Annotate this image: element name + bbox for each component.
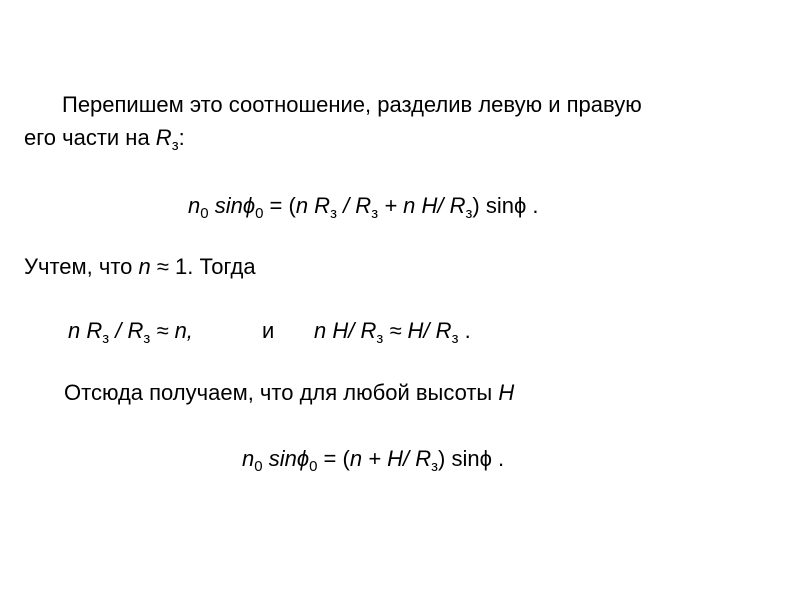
eq1-sub-z2: з — [371, 205, 379, 222]
eq2-sub0: 0 — [254, 458, 263, 475]
eq1-sub-z3: з — [465, 205, 473, 222]
equation-2 — [242, 446, 505, 475]
approx-sub1: з — [102, 330, 110, 347]
paragraph-1-line-2-text: его части на — [24, 125, 156, 150]
eq1-slash: / R — [336, 193, 372, 218]
approx-sub4: з — [451, 330, 459, 347]
paragraph-1-line-2 — [24, 125, 185, 154]
approximation-right — [314, 318, 471, 347]
eq2-equals: = ( — [317, 446, 350, 471]
approximation-and — [262, 318, 274, 344]
eq2-n: n — [242, 446, 255, 471]
approx-sub3: з — [376, 330, 384, 347]
eq1-sin: sinϕ — [214, 193, 256, 218]
eq1-n: n — [188, 193, 201, 218]
paragraph-3 — [64, 380, 514, 406]
radius-subscript: з — [171, 137, 179, 154]
paragraph-3-var: H — [498, 380, 515, 405]
eq2-close: ) sinϕ . — [438, 446, 505, 471]
equation-1 — [188, 193, 539, 222]
paragraph-2 — [24, 254, 256, 280]
and-word: и — [262, 318, 275, 343]
eq1-sin-sub0: 0 — [255, 205, 264, 222]
approx-end: . — [458, 318, 471, 343]
paragraph-2-var: n — [138, 254, 151, 279]
approximation-left — [68, 318, 193, 347]
eq1-nr: n R — [295, 193, 331, 218]
eq1-sub-z1: з — [330, 205, 337, 222]
paragraph-2-rest: ≈ 1. Тогда — [150, 254, 256, 279]
approx-slash: / R — [109, 318, 144, 343]
approx-nr: n R — [68, 318, 103, 343]
approx-n: ≈ n, — [150, 318, 193, 343]
approx-sub2: з — [143, 330, 151, 347]
approx-hr: ≈ H/ R — [383, 318, 452, 343]
paragraph-1-text: Перепишем это соотношение, разделив левую и правую — [62, 92, 642, 117]
radius-symbol: R — [155, 125, 172, 150]
eq2-sin-sub0: 0 — [309, 458, 318, 475]
eq2-sub-z: з — [431, 458, 439, 475]
paragraph-2-text: Учтем, что — [24, 254, 139, 279]
paragraph-3-text: Отсюда получаем, что для любой высоты — [64, 380, 499, 405]
approx-nh: n H/ R — [314, 318, 377, 343]
eq2-sin: sinϕ — [268, 446, 310, 471]
eq1-close: ) sinϕ . — [472, 193, 539, 218]
colon: : — [178, 125, 185, 150]
eq1-sub0: 0 — [200, 205, 209, 222]
eq2-mid: n + H/ R — [349, 446, 432, 471]
paragraph-1-line-1 — [62, 92, 642, 118]
eq1-equals: = ( — [263, 193, 296, 218]
eq1-plus: + n H/ R — [378, 193, 466, 218]
